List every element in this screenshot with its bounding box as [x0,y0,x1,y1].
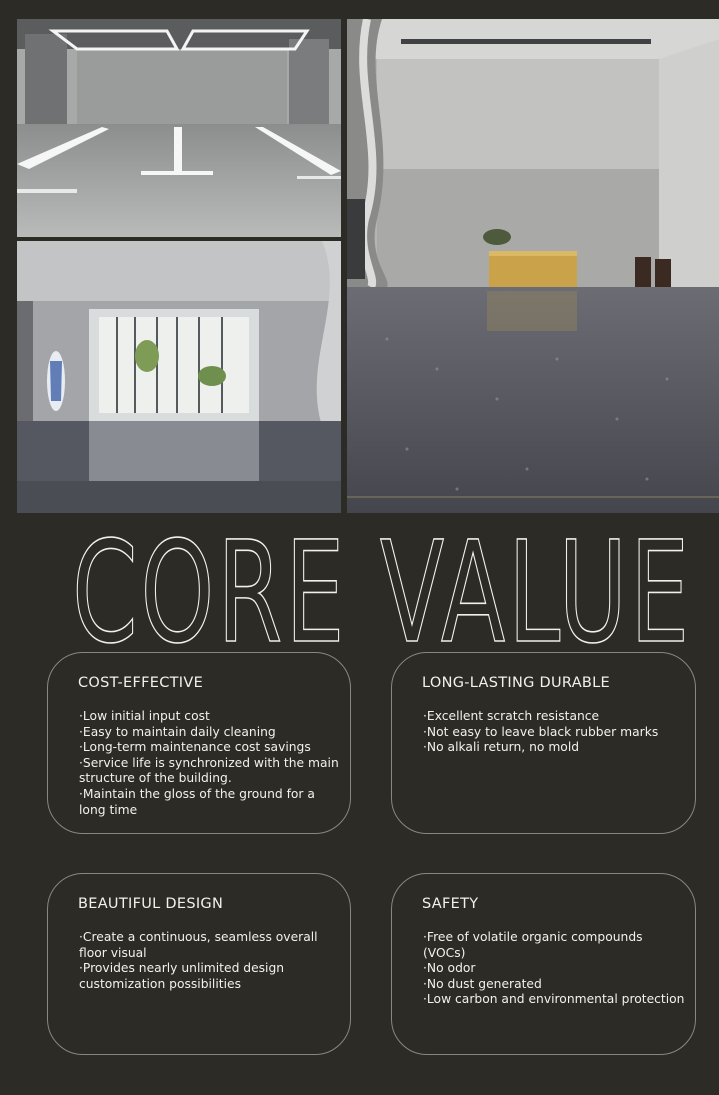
list-item: · Low carbon and environmental protection [423,992,685,1008]
list-item: · Easy to maintain daily cleaning [79,725,341,741]
long-lasting-durable-card [391,652,696,834]
list-item: · Excellent scratch resistance [423,709,685,725]
reception-hall-photo [347,19,719,513]
list-item: · Long-term maintenance cost savings [79,740,341,756]
card-list [79,930,341,992]
card-title: BEAUTIFUL DESIGN [78,896,224,912]
card-title: LONG-LASTING DURABLE [422,675,611,691]
list-item: · Service life is synchronized with the main structure of the building. [79,756,341,787]
card-list [423,930,685,1008]
list-item: · No odor [423,961,685,977]
safety-card [391,873,696,1055]
beautiful-design-card [47,873,351,1055]
card-title: COST-EFFECTIVE [78,675,204,691]
cost-effective-card [47,652,351,834]
list-item: · No dust generated [423,977,685,993]
core-value-headline [0,513,719,651]
card-list [79,709,341,818]
list-item: · No alkali return, no mold [423,740,685,756]
list-item: · Create a continuous, seamless overall floor visual [79,930,341,961]
card-list [423,709,685,756]
list-item: · Low initial input cost [79,709,341,725]
list-item: · Maintain the gloss of the ground for a long time [79,787,341,818]
list-item: · Provides nearly unlimited design customization possibilities [79,961,341,992]
glass-entrance-lobby-photo [17,241,341,513]
list-item: · Not easy to leave black rubber marks [423,725,685,741]
card-title: SAFETY [422,896,479,912]
headline-text: CORE VALUE [72,513,692,651]
list-item: · Free of volatile organic compounds (VOCs) [423,930,685,961]
parking-garage-photo [17,19,341,237]
